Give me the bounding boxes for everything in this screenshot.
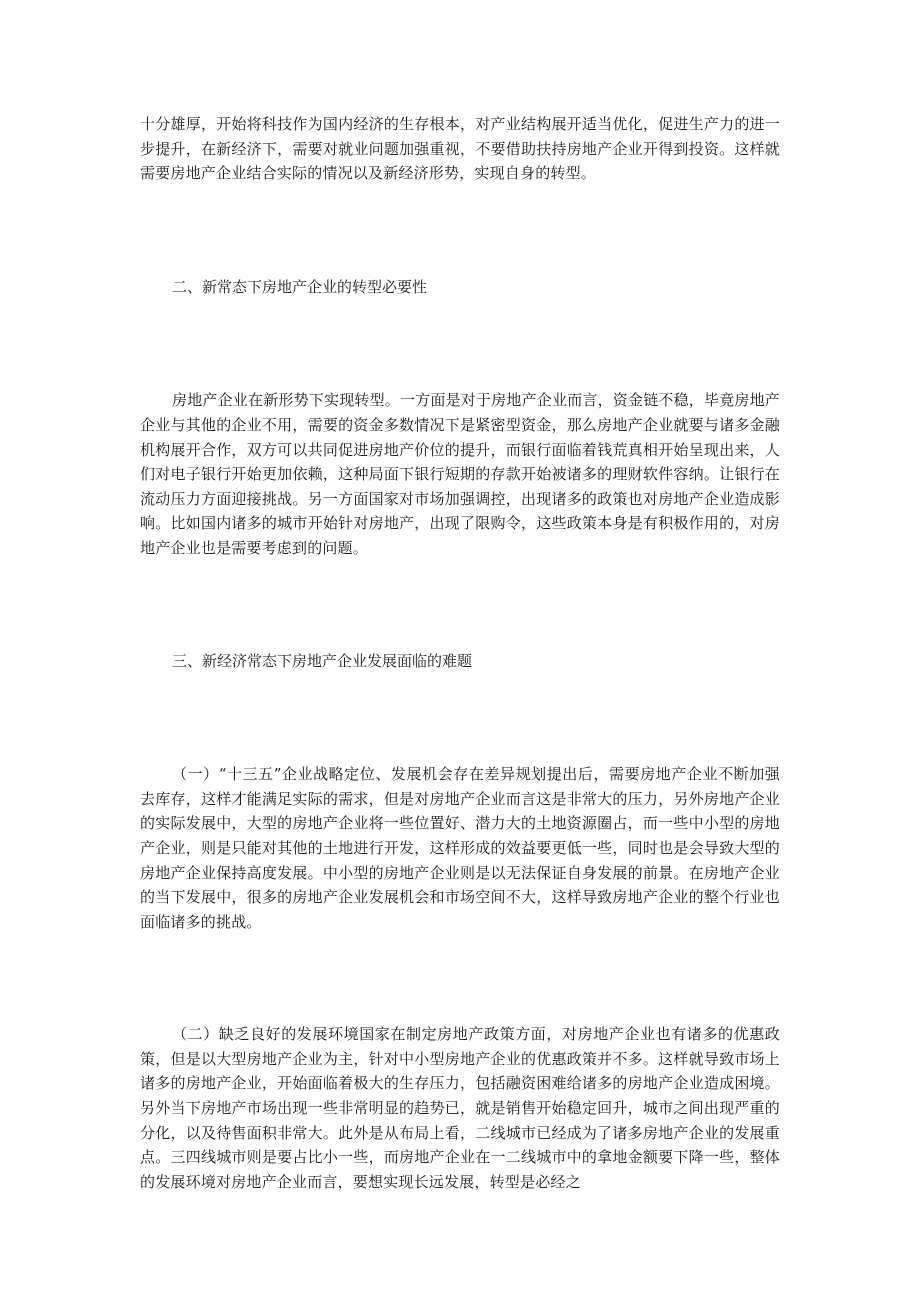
spacer xyxy=(140,299,780,388)
section-3-paragraph-2: （二）缺乏良好的发展环境国家在制定房地产政策方面，对房地产企业也有诸多的优惠政策，但是以大型房地产企业为主，针对中小型房地产企业的优惠政策并不多。这样就导致市场上诸多的房地产企业，开始面临着极大的生存压力，包括融资困难给诸多的房地产企业造成困境。另外当下房地产市场出现一些非常明显的趋势已，就是销售开始稳定回升，城市之间出现严重的分化，以及待售面积非常大。此外是从布局上看，二线城市已经成为了诸多房地产企业的发展重点。三四线城市则是要占比小一些，而房地产企业在一二线城市中的拿地金额要下降一些，整体的发展环境对房地产企业而言，要想实现长远发展，转型是必经之 xyxy=(140,1025,780,1191)
section-3-paragraph-1: （一）“十三五”企业战略定位、发展机会存在差异规划提出后，需要房地产企业不断加强去库存，这样才能满足实际的需求，但是对房地产企业而言这是非常大的压力，另外房地产企业的实际发展中，大型的房地产企业将一些位置好、潜力大的土地资源圈占，而一些中小型的房地产企业，则是只能对其他的土地进行开发，这样形成的效益要更低一些，同时也是会导致大型的房地产企业保持高度发展。中小型的房地产企业则是以无法保证自身发展的前景。在房地产企业的当下发展中，很多的房地产企业发展机会和市场空间不大，这样导致房地产企业的整个行业也面临诸多的挑战。 xyxy=(140,765,780,931)
section-2-heading: 二、新常态下房地产企业的转型必要性 xyxy=(172,277,428,296)
section-3-heading: 三、新经济常态下房地产企业发展面临的难题 xyxy=(172,651,473,670)
section-2-paragraph: 房地产企业在新形势下实现转型。一方面是对于房地产企业而言，资金链不稳，毕竟房地产企业与其他的企业不用，需要的资金多数情况下是紧密型资金，那么房地产企业就要与诸多金融机构展开合作，双方可以共同促进房地产价位的提升，而银行面临着钱荒真相开始呈现出来，人们对电子银行开始更加依赖，这种局面下银行短期的存款开始被诸多的理财软件容纳。让银行在流动压力方面迎接挑战。另一方面国家对市场加强调控，出现诸多的政策也对房地产企业造成影响。比如国内诸多的城市开始针对房地产，出现了限购令，这些政策本身是有积极作用的，对房地产企业也是需要考虑到的问题。 xyxy=(140,391,781,557)
spacer xyxy=(140,673,780,762)
intro-paragraph: 十分雄厚，开始将科技作为国内经济的生存根本，对产业结构展开适当优化，促进生产力的进一步提升，在新经济下，需要对就业问题加强重视，不要借助扶持房地产企业开得到投资。这样就需要房地产企业结合实际的情况以及新经济形势，实现自身的转型。 xyxy=(140,115,780,183)
spacer xyxy=(140,934,780,1022)
document-page xyxy=(140,112,780,1194)
spacer xyxy=(140,186,780,275)
spacer xyxy=(140,561,780,649)
